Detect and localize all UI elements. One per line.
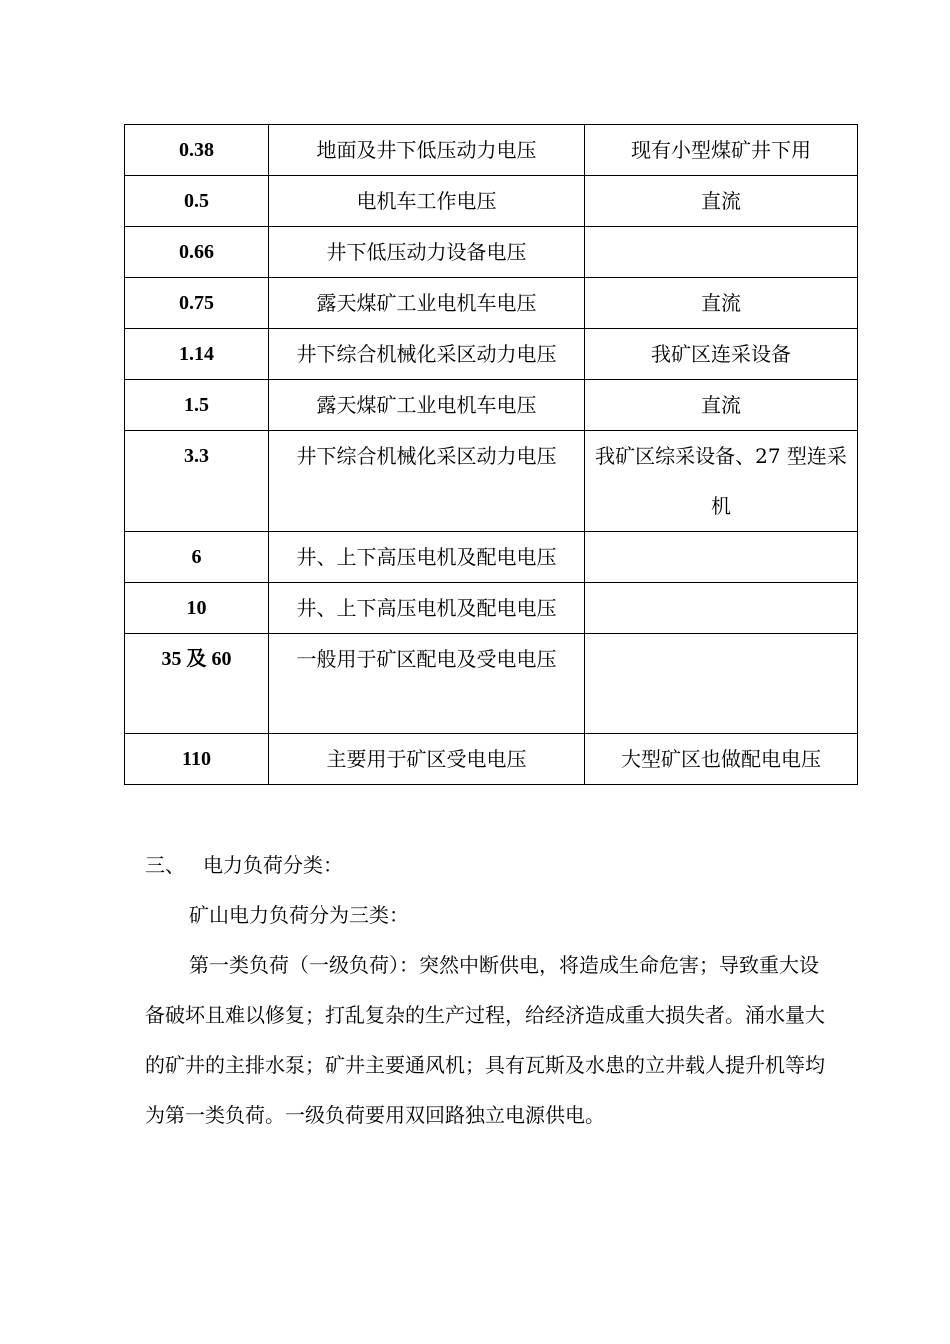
section-number: 三、	[145, 853, 185, 877]
table-row	[125, 329, 858, 380]
usage-cell: 地面及井下低压动力电压	[269, 125, 585, 176]
usage-cell: 井下综合机械化采区动力电压	[269, 329, 585, 380]
usage-cell: 井、上下高压电机及配电电压	[269, 583, 585, 634]
usage-cell: 主要用于矿区受电电压	[269, 734, 585, 785]
section-text	[145, 840, 825, 1140]
voltage-cell: 0.5	[125, 176, 269, 227]
table-row	[125, 532, 858, 583]
usage-cell: 井、上下高压电机及配电电压	[269, 532, 585, 583]
table-row	[125, 583, 858, 634]
note-cell: 直流	[585, 278, 858, 329]
table-row	[125, 125, 858, 176]
table-row	[125, 734, 858, 785]
note-cell	[585, 532, 858, 583]
usage-cell: 露天煤矿工业电机车电压	[269, 380, 585, 431]
section-paragraph: 第一类负荷（一级负荷）：突然中断供电，将造成生命危害；导致重大设备破坏且难以修复；打乱复杂的生产过程，给经济造成重大损失者。涌水量大的矿井的主排水泵；矿井主要通风机；具有瓦斯及水患的立井载人提升机等均为第一类负荷。一级负荷要用双回路独立电源供电。	[145, 953, 825, 1127]
note-cell: 现有小型煤矿井下用	[585, 125, 858, 176]
section-title: 电力负荷分类：	[203, 853, 343, 877]
table-row	[125, 227, 858, 278]
note-cell: 我矿区连采设备	[585, 329, 858, 380]
note-cell: 直流	[585, 176, 858, 227]
note-cell	[585, 583, 858, 634]
note-cell	[585, 227, 858, 278]
usage-cell: 井下综合机械化采区动力电压	[269, 431, 585, 532]
voltage-cell: 0.75	[125, 278, 269, 329]
voltage-cell: 6	[125, 532, 269, 583]
usage-cell: 一般用于矿区配电及受电电压	[269, 634, 585, 734]
usage-cell: 电机车工作电压	[269, 176, 585, 227]
table-row	[125, 634, 858, 734]
note-cell: 大型矿区也做配电电压	[585, 734, 858, 785]
note-cell	[585, 634, 858, 734]
table-row	[125, 278, 858, 329]
voltage-cell: 0.66	[125, 227, 269, 278]
voltage-cell: 0.38	[125, 125, 269, 176]
table-row	[125, 380, 858, 431]
note-cell: 直流	[585, 380, 858, 431]
voltage-cell: 1.14	[125, 329, 269, 380]
voltage-table	[124, 124, 858, 785]
note-cell: 我矿区综采设备、27 型连采机	[585, 431, 858, 532]
table-row	[125, 176, 858, 227]
voltage-cell: 1.5	[125, 380, 269, 431]
table-row	[125, 431, 858, 532]
usage-cell: 露天煤矿工业电机车电压	[269, 278, 585, 329]
voltage-cell: 10	[125, 583, 269, 634]
section-intro: 矿山电力负荷分为三类：	[189, 903, 409, 927]
voltage-cell: 3.3	[125, 431, 269, 532]
voltage-cell: 110	[125, 734, 269, 785]
voltage-cell: 35 及 60	[125, 634, 269, 734]
section-heading	[145, 840, 825, 890]
voltage-table-body	[125, 125, 858, 785]
usage-cell: 井下低压动力设备电压	[269, 227, 585, 278]
